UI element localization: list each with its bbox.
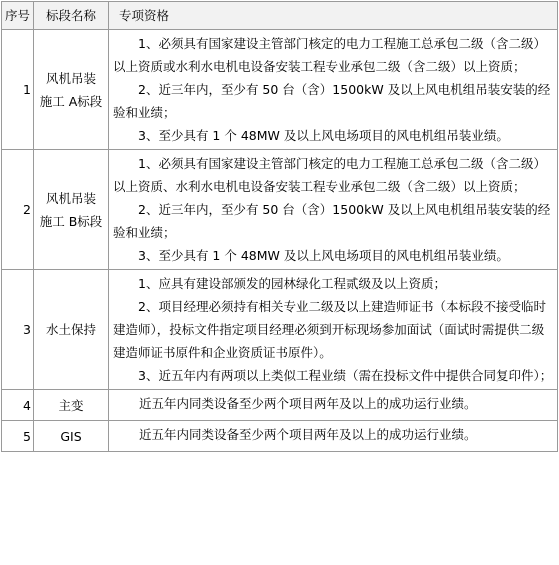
requirement-item: 近五年内同类设备至少两个项目两年及以上的成功运行业绩。 (139, 396, 477, 411)
row-index: 4 (2, 390, 34, 421)
row-index: 1 (2, 30, 34, 150)
section-name-line: GIS (60, 428, 82, 444)
section-name (34, 421, 109, 452)
qualification-cell (109, 30, 558, 150)
requirement-item: 2、近三年内，至少有 50 台（含）1500kW 及以上风电机组吊装安装的经验和业绩； (113, 202, 551, 240)
qualification-cell (109, 150, 558, 270)
section-name-line: 主变 (58, 397, 84, 413)
qualification-cell (109, 270, 558, 390)
header-row (2, 2, 558, 30)
requirement-item: 2、近三年内，至少有 50 台（含）1500kW 及以上风电机组吊装安装的经验和业绩； (113, 82, 551, 120)
section-name (34, 150, 109, 270)
requirement-item: 3、至少具有 1 个 48MW 及以上风电场项目的风电机组吊装业绩。 (138, 128, 509, 143)
table-row (2, 150, 558, 270)
header-index: 序号 (2, 2, 34, 30)
requirement-item: 3、近五年内有两项以上类似工程业绩（需在投标文件中提供合同复印件）； (138, 368, 553, 383)
qualification-table (1, 1, 558, 452)
section-name (34, 390, 109, 421)
header-section-name: 标段名称 (34, 2, 109, 30)
table-row (2, 421, 558, 452)
qualification-cell (109, 390, 558, 421)
row-index: 5 (2, 421, 34, 452)
section-name (34, 270, 109, 390)
table-row (2, 270, 558, 390)
requirement-item: 1、必须具有国家建设主管部门核定的电力工程施工总承包二级（含二级）以上资质、水利水电机电设备安装工程专业承包二级（含二级）以上资质； (113, 156, 546, 194)
section-name-line: 风机吊装 (45, 190, 96, 206)
section-name-line: 施工 A标段 (39, 93, 103, 109)
qualification-cell (109, 421, 558, 452)
requirement-item: 1、必须具有国家建设主管部门核定的电力工程施工总承包二级（含二级）以上资质或水利水电机电设备安装工程专业承包二级（含二级）以上资质； (113, 36, 546, 74)
requirement-item: 1、应具有建设部颁发的园林绿化工程贰级及以上资质； (138, 276, 446, 291)
section-name-line: 风机吊装 (45, 70, 96, 86)
row-index: 3 (2, 270, 34, 390)
requirement-item: 3、至少具有 1 个 48MW 及以上风电场项目的风电机组吊装业绩。 (138, 248, 509, 263)
row-index: 2 (2, 150, 34, 270)
header-qualification: 专项资格 (109, 2, 558, 30)
table-row (2, 30, 558, 150)
requirement-item: 2、项目经理必须持有相关专业二级及以上建造师证书（本标段不接受临时建造师），投标文件指定项目经理必须到开标现场参加面试（面试时需提供二级建造师证书原件和企业资质证书原件）。 (113, 299, 546, 360)
requirement-item: 近五年内同类设备至少两个项目两年及以上的成功运行业绩。 (139, 427, 477, 442)
table-row (2, 390, 558, 421)
section-name (34, 30, 109, 150)
section-name-line: 施工 B标段 (39, 213, 103, 229)
section-name-line: 水土保持 (45, 322, 96, 337)
